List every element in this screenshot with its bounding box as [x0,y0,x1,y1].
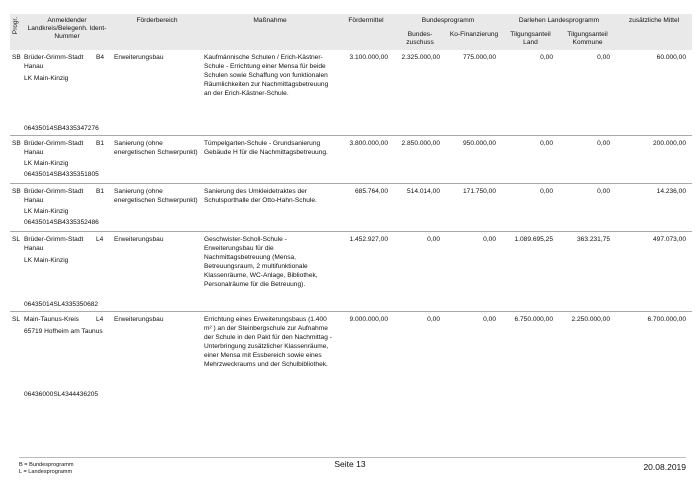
cell-funding: 9.000.000,00 [338,311,394,401]
cell-measure: Errichtung eines Erweiterungsbaus (1.400 m² ) an der Steinbergschule zur Aufnahme der Schule in den Pakt für den Nachmittag - Unterbringung zusätzlicher Klassenräume, einer Mensa mit Essbereich sowie eines Mehrzweckraums und der Schulbibliothek. [202,311,338,401]
cell-area: Sanierung (ohne energetischen Schwerpunkt) [112,135,202,183]
applicant-line: Brüder-Grimm-Stadt [24,235,84,243]
cell-federal: 0,00 [394,311,446,401]
table-row [10,50,692,135]
cell-repay-muni: 0,00 [559,183,616,231]
header-measure: Maßnahme [202,14,338,50]
cell-federal: 2.325.000,00 [401,54,440,61]
cell-funding: 1.452.927,00 [338,231,394,311]
table-row [10,135,692,183]
cell-code: B4 [96,54,105,61]
funding-table [10,14,692,401]
cell-repay-state: 1.089.695,25 [502,231,559,311]
cell-cofin: 950.000,00 [446,135,502,183]
applicant-line: Brüder-Grimm-Stadt [24,54,84,61]
cell-measure: Sanierung des Umkleidetraktes der Schulsporthalle der Otto-Hahn-Schule. [202,183,338,231]
cell-federal: 2.850.000,00 [394,135,446,183]
cell-funding: 3.800.000,00 [338,135,394,183]
cell-area: Erweiterungsbau [112,311,202,401]
cell-code: B1 [94,183,112,231]
header-additional: zusätzliche Mittel [616,14,692,50]
applicant-line: LK Main-Kinzig [24,159,69,167]
table-row [10,311,692,401]
cell-funding: 685.764,00 [338,183,394,231]
applicant-line: Hanau [24,63,44,70]
header-funding: Fördermittel [338,14,394,50]
cell-code: B1 [94,135,112,183]
cell-repay-muni: 0,00 [597,54,611,61]
applicant-line: Brüder-Grimm-Stadt [24,139,84,147]
header-repay-municipality: Tilgungsanteil Kommune [559,28,616,50]
document-date: 20.08.2019 [643,462,686,472]
applicant-line: LK Main-Kinzig [24,207,69,215]
applicant-line: Brüder-Grimm-Stadt [24,187,84,195]
ident-number: 06436000SL4344436205 [24,391,99,398]
applicant-line: 65719 Hofheim am Taunus [24,327,103,335]
cell-additional: 60.000,00 [656,54,687,61]
cell-measure: Geschwister-Scholl-Schule - Erweiterungsbau für die Nachmittagsbetreuung (Mensa, Betreuungsraum, 2 multifunktionale Klassenräume, WC-Anlage, Bibliothek, Personalräume für die Betreuung). [202,231,338,311]
cell-program: SL [10,311,22,401]
header-applicant: Anmeldender Landkreis/Belegenh. Ident-Nummer [22,14,112,50]
cell-area: Sanierung (ohne energetischen Schwerpunkt) [112,183,202,231]
cell-cofin: 171.750,00 [446,183,502,231]
cell-applicant [22,183,99,231]
header-program: Progr. [10,14,22,50]
applicant-line: LK Main-Kinzig [24,75,69,82]
cell-program: SB [12,54,21,61]
applicant-line: LK Main-Kinzig [24,256,69,264]
applicant-line: Hanau [24,196,44,204]
cell-area: Erweiterungsbau [114,54,164,61]
cell-cofin: 0,00 [446,231,502,311]
ident-number: 06435014SB4335351805 [24,170,99,178]
header-loans-group: Darlehen Landesprogramm [502,14,616,28]
cell-repay-state: 0,00 [540,54,554,61]
table-row [10,183,692,231]
cell-additional: 6.700.000,00 [616,311,692,401]
cell-program: SL [10,231,22,311]
cell-federal: 514.014,00 [394,183,446,231]
cell-repay-state: 0,00 [502,183,559,231]
ident-number: 06435014SB4335347276 [24,124,99,132]
ident-number: 06435014SB4335352486 [24,218,99,226]
cell-area: Erweiterungsbau [112,231,202,311]
cell-repay-state: 0,00 [502,135,559,183]
cell-repay-muni: 0,00 [559,135,616,183]
cell-funding: 3.100.000,00 [349,54,388,61]
table-row [10,231,692,311]
cell-additional: 497.073,00 [616,231,692,311]
cell-cofin: 0,00 [446,311,502,401]
cell-federal: 0,00 [394,231,446,311]
legend-state: L = Landesprogramm [19,469,73,475]
applicant-line: Hanau [24,244,44,252]
cell-measure: Kaufmännische Schulen / Erich-Kästner-Schule - Errichtung einer Mensa für beide Schulen sowie Schaffung von funktionalen Räumlichkeiten zur Nachmittagsbetreuung an der Erich-Kästner-Schule. [204,54,329,97]
header-federal-grant: Bundes-zuschuss [394,28,446,50]
page-number: Seite 13 [334,459,366,469]
cell-code: L4 [94,231,112,311]
header-cofinancing: Ko-Finanzierung [446,28,502,50]
footer-divider [19,457,686,458]
applicant-line: Hanau [24,148,44,156]
cell-applicant [22,311,103,401]
cell-applicant [22,231,99,311]
cell-applicant [22,50,99,135]
cell-applicant [22,135,99,183]
header-area: Förderbereich [112,14,202,50]
applicant-line: Main-Taunus-Kreis [24,315,79,323]
funding-table-page [10,14,692,401]
cell-measure: Tümpelgarten-Schule - Grundsanierung Gebäude H für die Nachmittagsbetreuung. [202,135,338,183]
cell-cofin: 775.000,00 [463,54,497,61]
table-header [10,14,692,50]
legend-federal: B = Bundesprogramm [19,462,74,468]
header-repay-state: Tilgungsanteil Land [502,28,559,50]
cell-additional: 14.236,00 [616,183,692,231]
cell-additional: 200.000,00 [616,135,692,183]
header-federal-group: Bundesprogramm [394,14,502,28]
ident-number: 06435014SL4335350682 [24,300,99,308]
cell-repay-muni: 2.250.000,00 [559,311,616,401]
cell-program: SB [10,135,22,183]
cell-repay-state: 6.750.000,00 [502,311,559,401]
cell-code: L4 [94,311,112,401]
cell-program: SB [10,183,22,231]
cell-repay-muni: 363.231,75 [559,231,616,311]
